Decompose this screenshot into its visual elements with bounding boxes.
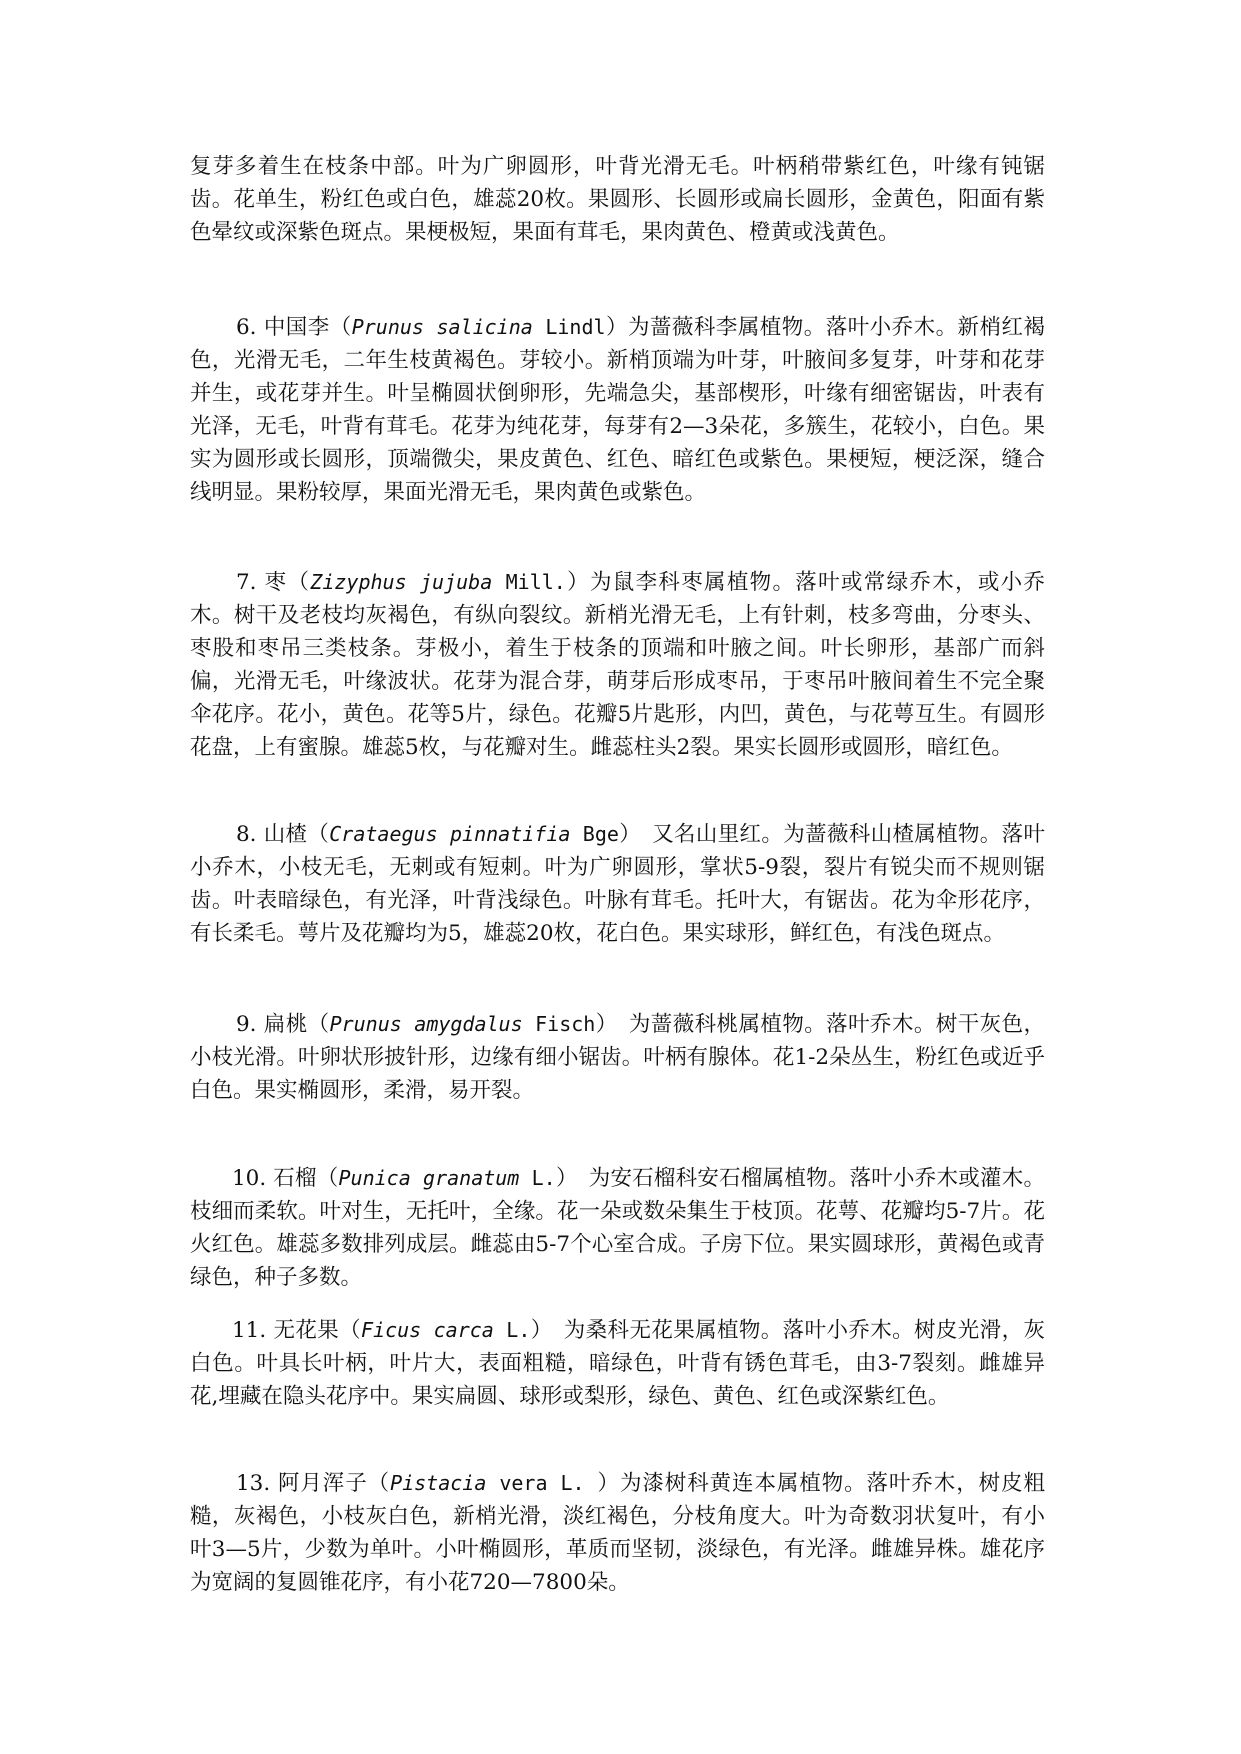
paragraph-hawthorn: 8. 山楂（Crataegus pinnatifia Bge） 又名山里红。为蔷薇科山楂属植物。落叶小乔木，小枝无毛，无刺或有短刺。叶为广卵圆形，掌状5-9裂，裂片有锐尖而不规则锯齿。叶表暗绿色，有光泽，叶背浅绿色。叶脉有茸毛。托叶大，有锯齿。花为伞形花序，有长柔毛。萼片及花瓣均为5，雄蕊20枚，花白色。果实球形，鲜红色，有浅色斑点。 <box>190 822 1045 946</box>
item-number: 6. <box>236 315 257 340</box>
plant-name: 无花果（ <box>273 1318 361 1343</box>
paragraph-text: 复芽多着生在枝条中部。叶为广卵圆形，叶背光滑无毛。叶柄稍带紫红色，叶缘有钝锯齿。花单生，粉红色或白色，雄蕊20枚。果圆形、长圆形或扁长圆形，金黄色，阳面有紫色晕纹或深紫色斑点。果梗极短，果面有茸毛，果肉黄色、橙黄或浅黄色。 <box>190 154 1045 245</box>
plant-name: 中国李（ <box>263 315 352 340</box>
plant-name: 扁桃（ <box>263 1012 330 1037</box>
latin-name: Zizyphus jujuba Mill. <box>310 570 566 594</box>
latin-name: Prunus amygdalus Fisch <box>329 1012 596 1036</box>
latin-name: Prunus salicina Lindl <box>351 315 606 339</box>
paragraph-almond: 9. 扁桃（Prunus amygdalus Fisch） 为蔷薇科桃属植物。落叶乔木。树干灰色，小枝光滑。叶卵状形披针形，边缘有细小锯齿。叶柄有腺体。花1-2朵丛生，粉红色或近乎白色。果实椭圆形，柔滑，易开裂。 <box>190 1012 1045 1103</box>
latin-name: Pistacia vera L. <box>390 1471 598 1495</box>
plant-name: 山楂（ <box>263 822 330 847</box>
item-number: 8. <box>236 822 257 847</box>
paragraph-text: 为漆树科黄连本属植物。落叶乔木，树皮粗糙，灰褐色，小枝灰白色，新梢光滑，淡红褐色，分枝角度大。叶为奇数羽状复叶，有小叶3—5片，少数为单叶。小叶椭圆形，革质而坚韧，淡绿色，有光泽。雌雄异株。雄花序为宽阔的复圆锥花序，有小花720—7800朵。 <box>190 1471 1045 1595</box>
paragraph-text: 为桑科无花果属植物。落叶小乔木。树皮光滑，灰白色。叶具长叶柄，叶片大，表面粗糙，暗绿色，叶背有锈色茸毛，由3-7裂刻。雌雄异花,埋藏在隐头花序中。果实扁圆、球形或梨形，绿色、黄色、红色或深紫红色。 <box>190 1318 1045 1409</box>
paragraph-text: 为蔷薇科李属植物。落叶小乔木。新梢红褐色，光滑无毛，二年生枝黄褐色。芽较小。新梢顶端为叶芽，叶腋间多复芽，叶芽和花芽并生，或花芽并生。叶呈椭圆状倒卵形，先端急尖，基部楔形，叶缘有细密锯齿，叶表有光泽，无毛，叶背有茸毛。花芽为纯花芽，每芽有2—3朵花，多簇生，花较小，白色。果实为圆形或长圆形，顶端微尖，果皮黄色、红色、暗红色或紫色。果梗短，梗泛深，缝合线明显。果粉较厚，果面光滑无毛，果肉黄色或紫色。 <box>190 315 1045 505</box>
item-number: 11. <box>232 1318 267 1343</box>
item-number: 9. <box>236 1012 257 1037</box>
paragraph-text: 为安石榴科安石榴属植物。落叶小乔木或灌木。枝细而柔软。叶对生，无托叶，全缘。花一朵或数朵集生于枝顶。花萼、花瓣均5-7片。花火红色。雄蕊多数排列成层。雌蕊由5-7个心室合成。子房下位。果实圆球形，黄褐色或青绿色，种子多数。 <box>190 1166 1045 1290</box>
latin-name: Punica granatum L. <box>338 1166 556 1190</box>
paragraph-text: 为鼠李科枣属植物。落叶或常绿乔木，或小乔木。树干及老枝均灰褐色，有纵向裂纹。新梢光滑无毛，上有针刺，枝多弯曲，分枣头、枣股和枣吊三类枝条。芽极小，着生于枝条的顶端和叶腋之间。叶长卵形，基部广而斜偏，光滑无毛，叶缘波状。花芽为混合芽，萌芽后形成枣吊，于枣吊叶腋间着生不完全聚伞花序。花小，黄色。花等5片，绿色。花瓣5片匙形，内凹，黄色，与花萼互生。有圆形花盘，上有蜜腺。雄蕊5枚，与花瓣对生。雌蕊柱头2裂。果实长圆形或圆形，暗红色。 <box>190 570 1045 760</box>
paragraph-text: 又名山里红。为蔷薇科山楂属植物。落叶小乔木，小枝无毛，无刺或有短刺。叶为广卵圆形，掌状5-9裂，裂片有锐尖而不规则锯齿。叶表暗绿色，有光泽，叶背浅绿色。叶脉有茸毛。托叶大，有锯齿。花为伞形花序，有长柔毛。萼片及花瓣均为5，雄蕊20枚，花白色。果实球形，鲜红色，有浅色斑点。 <box>190 822 1045 946</box>
paragraph-pomegranate: 10. 石榴（Punica granatum L.） 为安石榴科安石榴属植物。落叶小乔木或灌木。枝细而柔软。叶对生，无托叶，全缘。花一朵或数朵集生于枝顶。花萼、花瓣均5-7片。花火红色。雄蕊多数排列成层。雌蕊由5-7个心室合成。子房下位。果实圆球形，黄褐色或青绿色，种子多数。 <box>190 1166 1045 1290</box>
item-number: 13. <box>236 1471 271 1496</box>
plant-name: 石榴（ <box>273 1166 339 1191</box>
paragraph-chinese-plum: 6. 中国李（Prunus salicina Lindl）为蔷薇科李属植物。落叶小乔木。新梢红褐色，光滑无毛，二年生枝黄褐色。芽较小。新梢顶端为叶芽，叶腋间多复芽，叶芽和花芽并生，或花芽并生。叶呈椭圆状倒卵形，先端急尖，基部楔形，叶缘有细密锯齿，叶表有光泽，无毛，叶背有茸毛。花芽为纯花芽，每芽有2—3朵花，多簇生，花较小，白色。果实为圆形或长圆形，顶端微尖，果皮黄色、红色、暗红色或紫色。果梗短，梗泛深，缝合线明显。果粉较厚，果面光滑无毛，果肉黄色或紫色。 <box>190 315 1045 505</box>
plant-name: 阿月浑子（ <box>277 1471 391 1496</box>
item-number: 7. <box>236 570 257 595</box>
latin-name: Ficus carca L. <box>361 1318 531 1342</box>
latin-name: Crataegus pinnatifia Bge <box>329 822 619 846</box>
paragraph-pistachio: 13. 阿月浑子（Pistacia vera L. ）为漆树科黄连本属植物。落叶乔木，树皮粗糙，灰褐色，小枝灰白色，新梢光滑，淡红褐色，分枝角度大。叶为奇数羽状复叶，有小叶3—5片，少数为单叶。小叶椭圆形，革质而坚韧，淡绿色，有光泽。雌雄异株。雄花序为宽阔的复圆锥花序，有小花720—7800朵。 <box>190 1471 1045 1595</box>
plant-name: 枣（ <box>264 570 311 595</box>
paragraph-text: 为蔷薇科桃属植物。落叶乔木。树干灰色，小枝光滑。叶卵状形披针形，边缘有细小锯齿。叶柄有腺体。花1-2朵丛生，粉红色或近乎白色。果实椭圆形，柔滑，易开裂。 <box>190 1012 1045 1103</box>
paragraph-peach-continued <box>190 150 1045 249</box>
paragraph-fig: 11. 无花果（Ficus carca L.） 为桑科无花果属植物。落叶小乔木。树皮光滑，灰白色。叶具长叶柄，叶片大，表面粗糙，暗绿色，叶背有锈色茸毛，由3-7裂刻。雌雄异花,埋藏在隐头花序中。果实扁圆、球形或梨形，绿色、黄色、红色或深紫红色。 <box>190 1318 1045 1409</box>
item-number: 10. <box>232 1166 267 1191</box>
paragraph-jujube: 7. 枣（Zizyphus jujuba Mill.）为鼠李科枣属植物。落叶或常绿乔木，或小乔木。树干及老枝均灰褐色，有纵向裂纹。新梢光滑无毛，上有针刺，枝多弯曲，分枣头、枣股和枣吊三类枝条。芽极小，着生于枝条的顶端和叶腋之间。叶长卵形，基部广而斜偏，光滑无毛，叶缘波状。花芽为混合芽，萌芽后形成枣吊，于枣吊叶腋间着生不完全聚伞花序。花小，黄色。花等5片，绿色。花瓣5片匙形，内凹，黄色，与花萼互生。有圆形花盘，上有蜜腺。雄蕊5枚，与花瓣对生。雌蕊柱头2裂。果实长圆形或圆形，暗红色。 <box>190 570 1045 760</box>
